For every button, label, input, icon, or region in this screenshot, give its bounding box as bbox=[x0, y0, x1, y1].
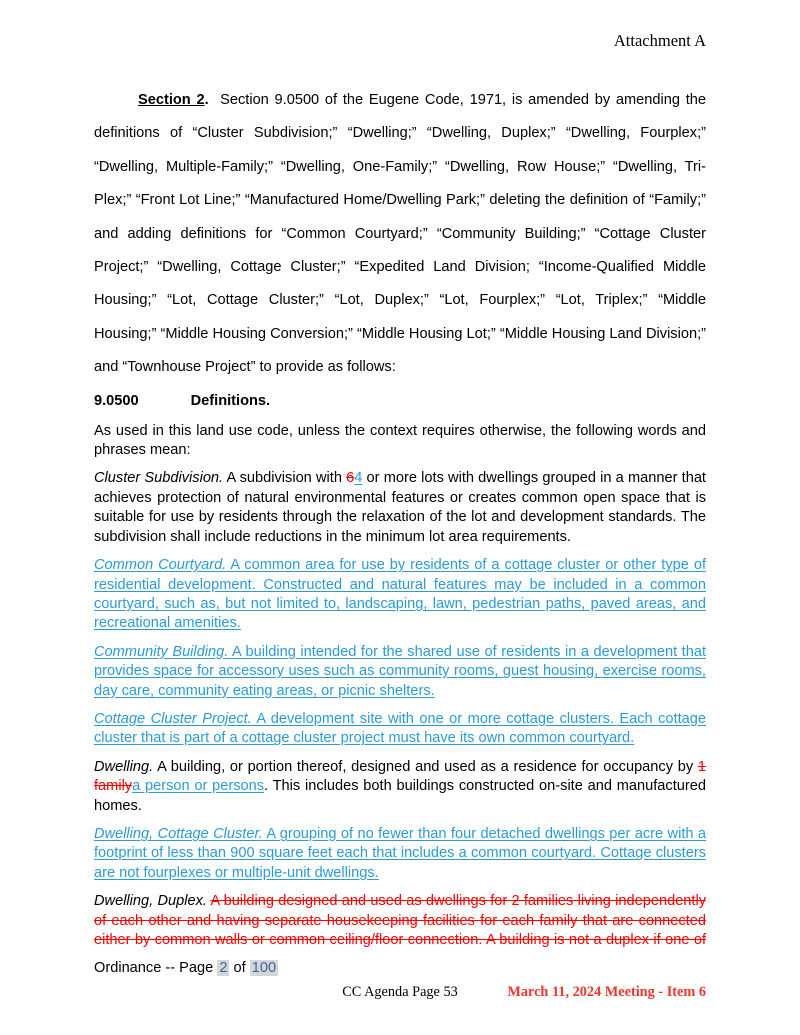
text-segment: A building intended for the shared use of residents in a development that provides space for accessory uses such as community rooms, guest housing, exercise rooms, day care, community eating areas, or picnic shelters. bbox=[94, 643, 706, 699]
text-segment: Cluster Subdivision. bbox=[94, 470, 224, 487]
cc-agenda-page-label: CC Agenda Page 53 bbox=[342, 984, 458, 1000]
text-segment: Section 2 bbox=[138, 92, 205, 108]
definition-dwelling-cottage-cluster bbox=[94, 825, 706, 883]
text-segment: A common area for use by residents of a cottage cluster or other type of residential development. Constructed and natural features may be included in a common courtyard, such as, but not limited to, landscaping, lawn, pedestrian paths, paved areas, and recreational amenities. bbox=[94, 557, 707, 632]
attachment-label: Attachment A bbox=[613, 31, 706, 50]
text-segment: Section 9.0500 of the Eugene Code, 1971, is amended by amending the definitions of “Cluster Subdivision;” “Dwelling;” “Dwelling, Duplex;” “Dwelling, Fourplex;” “Dwelling, Multiple-Family;” “Dwelling, One-Family;” “Dwelling, Row House;” “Dwelling, Tri-Plex;” “Front Lot Line;” “Manufactured Home/Dwelling Park;” deleting the definition of “Family;” and adding definitions for “Common Courtyard;” “Community Building;” “Cottage Cluster Project;” “Dwelling, Cottage Cluster;” “Expedited Land Division; “Income-Qualified Middle Housing;” “Lot, Cottage Cluster;” “Lot, Duplex;” “Lot, Fourplex;” “Lot, Triplex;” “Middle Housing;” “Middle Housing Conversion;” “Middle Housing Lot;” “Middle Housing Land Division;” and “Townhouse Project” to provide as follows: bbox=[94, 92, 707, 376]
meeting-item-label: March 11, 2024 Meeting - Item 6 bbox=[507, 984, 706, 1000]
text-segment: 1 family bbox=[94, 758, 706, 795]
ordinance-footer-prefix: Ordinance -- Page bbox=[94, 960, 214, 976]
definition-dwelling-duplex bbox=[94, 892, 706, 950]
ordinance-footer-of-label: of bbox=[233, 960, 246, 976]
text-segment: Dwelling, Cottage Cluster. bbox=[94, 825, 263, 842]
text-segment: Common Courtyard. bbox=[94, 557, 227, 574]
definition-community-building bbox=[94, 643, 706, 701]
text-segment: 9.0500 bbox=[94, 392, 139, 409]
text-segment: Definitions. bbox=[190, 392, 271, 409]
document-body bbox=[94, 84, 706, 950]
definition-common-courtyard bbox=[94, 556, 706, 634]
text-segment: Cottage Cluster Project. bbox=[94, 710, 252, 727]
text-segment: 6 bbox=[346, 470, 355, 487]
text-segment: A subdivision with bbox=[223, 470, 347, 487]
text-segment: A grouping of no fewer than four detached dwellings per acre with a footprint of less than 900 square feet each that includes a common courtyard. Cottage clusters are not fourplexes or multiple-unit dwellings. bbox=[94, 825, 706, 881]
paragraph-as-used bbox=[94, 422, 706, 461]
text-segment: A development site with one or more cottage clusters. Each cottage cluster that is part of a cottage cluster project must have its own common courtyard. bbox=[94, 710, 706, 747]
text-segment: . bbox=[204, 92, 209, 108]
agenda-footer bbox=[0, 984, 800, 1004]
text-segment: As used in this land use code, unless the context requires otherwise, the following words and phrases mean: bbox=[94, 422, 706, 459]
definition-dwelling bbox=[94, 758, 706, 816]
page-content bbox=[0, 31, 800, 950]
ordinance-page-footer bbox=[94, 959, 278, 978]
page-number-field: 2 bbox=[219, 960, 228, 976]
definition-cluster-subdivision bbox=[94, 469, 706, 547]
text-segment: Community Building. bbox=[94, 643, 229, 660]
text-segment: . This includes both buildings constructed on-site and manufactured homes. bbox=[94, 778, 706, 814]
text-segment: a person or persons bbox=[132, 778, 265, 795]
text-segment: or more lots with dwellings grouped in a manner that achieves protection of natural environmental features or creates common open space that is suitable for use by residents through the relaxation of the lot and development standards. The subdivision shall include reductions in the minimum lot area requirements. bbox=[94, 470, 706, 545]
text-segment: A building designed and used as dwellings for 2 families living independently of each other and having separate housekeeping facilities for each family that are connected either by common walls or common ceiling/floor connection. A building is not a duplex if one of bbox=[94, 893, 707, 948]
total-pages-field: 100 bbox=[251, 960, 277, 976]
text-segment: A building, or portion thereof, designed and used as a residence for occupancy by bbox=[153, 758, 698, 775]
paragraph-section-2-intro bbox=[94, 84, 706, 385]
text-segment: Dwelling. bbox=[94, 758, 154, 775]
text-segment: Dwelling, Duplex. bbox=[94, 893, 207, 910]
definition-cottage-cluster-project bbox=[94, 710, 706, 749]
text-segment: 4 bbox=[354, 470, 363, 487]
heading-9-0500-definitions bbox=[94, 391, 706, 411]
